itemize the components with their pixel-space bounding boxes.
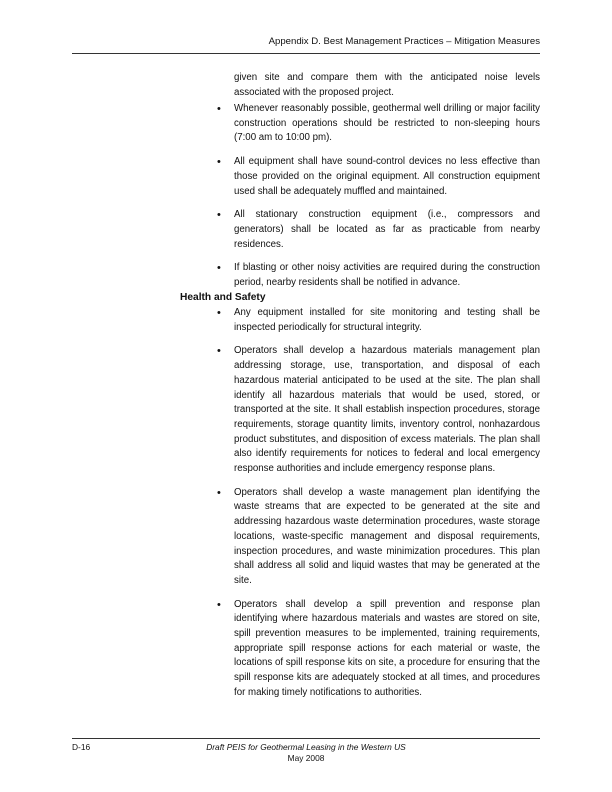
footer-divider (72, 738, 540, 739)
running-header (72, 36, 540, 54)
list-item (0, 344, 540, 476)
list-item (0, 306, 540, 335)
list-item (0, 102, 540, 146)
list-item-text: Operators shall develop a waste management plan identifying the waste streams that are expected to be generated at the site and addressing hazardous waste determination procedures, waste storage locations, waste-specific management and disposal requirements, inspection procedures, and waste minimization procedures. This plan shall address all solid and liquid wastes that may be generated at the site. (234, 486, 540, 586)
page-number: D-16 (72, 742, 91, 752)
bullet-icon: • (217, 486, 221, 499)
bullet-icon: • (217, 598, 221, 611)
footer-document-title: Draft PEIS for Geothermal Leasing in the Western US (206, 742, 406, 752)
list-item (0, 598, 540, 701)
bullet-icon: • (217, 103, 221, 115)
footer (172, 742, 440, 764)
noise-intro-paragraph: given site and compare them with the anticipated noise levels associated with the proposed project. (234, 72, 540, 98)
list-item-text: Any equipment installed for site monitoring and testing shall be inspected periodically for structural integrity. (234, 307, 540, 333)
bullet-icon: • (217, 209, 221, 222)
list-item (0, 261, 540, 290)
list-item-text: Whenever reasonably possible, geothermal well drilling or major facility construction operations should be restricted to non-sleeping hours (7:00 am to 10:00 pm). (234, 103, 540, 144)
bullet-icon: • (217, 156, 221, 169)
list-item (0, 155, 540, 199)
list-item-text: All equipment shall have sound-control devices no less effective than those provided on the original equipment. All construction equipment used shall be adequately muffled and maintained. (234, 156, 540, 197)
footer-date: May 2008 (287, 753, 325, 763)
list-item-text: All stationary construction equipment (i.e., compressors and generators) shall be located as far as practicable from nearby residences. (234, 209, 540, 250)
bullet-icon: • (217, 307, 221, 319)
list-item-text: Operators shall develop a hazardous materials management plan addressing storage, use, transportation, and disposal of each hazardous material anticipated to be used at the site. The plan shall identify all hazardous materials that would be used, stored, or transported at the site. It shall establish inspection procedures, storage requirements, storage quantity limits, inventory control, nonhazardous product substitutes, and disposition of excess materials. The plan shall also identify requirements for notices to federal and local emergency response authorities and include emergency response plans. (234, 345, 540, 475)
list-item-text: Operators shall develop a spill prevention and response plan identifying where hazardous materials and wastes are stored on site, spill prevention measures to be implemented, training requirements, appropriate spill response actions for each material or waste, the locations of spill response kits on site, a procedure for ensuring that the spill response kits are adequately stocked at all times, and procedures for making timely notifications to authorities. (234, 598, 540, 698)
noise-bullet-list (0, 102, 612, 300)
health-safety-bullet-list (0, 306, 612, 710)
list-item-text: If blasting or other noisy activities are required during the construction period, nearby residents shall be notified in advance. (234, 262, 540, 289)
bullet-icon: • (217, 262, 221, 275)
section-heading-health-safety: Health and Safety (180, 292, 266, 303)
running-title: Appendix D. Best Management Practices – Mitigation Measures (268, 36, 540, 47)
list-item (0, 486, 540, 589)
bullet-icon: • (217, 345, 221, 358)
list-item (0, 208, 540, 252)
